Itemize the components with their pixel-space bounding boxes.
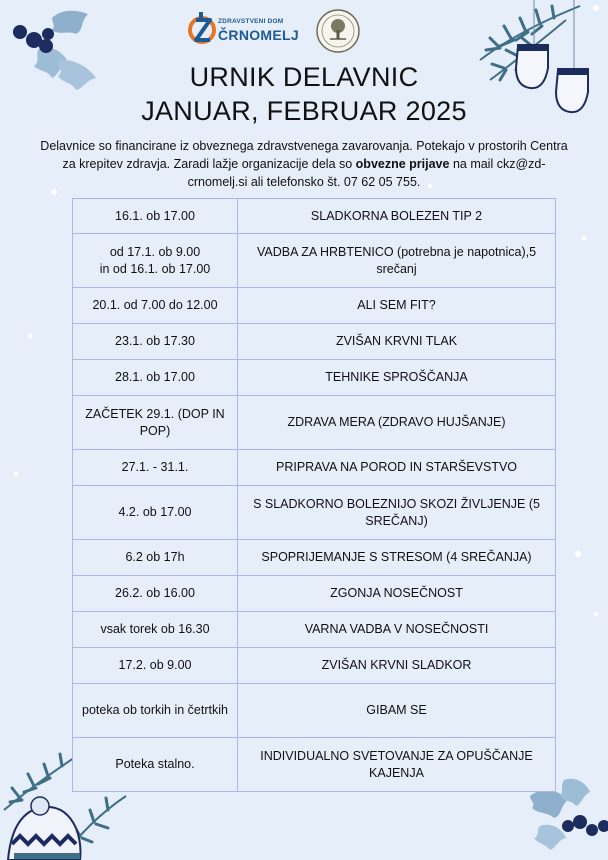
table-row bbox=[73, 450, 556, 486]
time-cell: Poteka stalno. bbox=[73, 738, 238, 792]
page-title-line-1: URNIK DELAVNIC bbox=[189, 62, 419, 92]
time-cell: 6.2 ob 17h bbox=[73, 540, 238, 576]
table-row bbox=[73, 199, 556, 234]
time-cell: 26.2. ob 16.00 bbox=[73, 576, 238, 612]
tree-seal-logo-icon bbox=[315, 8, 361, 54]
time-line-2: in od 16.1. ob 17.00 bbox=[99, 261, 211, 276]
time-line-1: od 17.1. ob 9.00 bbox=[109, 244, 201, 259]
logo-big-text: ČRNOMELJ bbox=[218, 27, 299, 43]
time-cell: 27.1. - 31.1. bbox=[73, 450, 238, 486]
workshop-cell: VADBA ZA HRBTENICO (potrebna je napotnica),5 srečanj bbox=[238, 234, 556, 288]
workshop-cell: S SLADKORNO BOLEZNIJO SKOZI ŽIVLJENJE (5 SREČANJ) bbox=[238, 486, 556, 540]
table-row bbox=[73, 324, 556, 360]
table-row bbox=[73, 648, 556, 684]
workshop-cell: INDIVIDUALNO SVETOVANJE ZA OPUŠČANJE KAJENJA bbox=[238, 738, 556, 792]
intro-text-part2: na mail ckz@zd-crnomelj.si ali telefonsko št. 07 62 05 755. bbox=[187, 157, 546, 189]
table-row bbox=[73, 684, 556, 738]
workshop-cell: VARNA VADBA V NOSEČNOSTI bbox=[238, 612, 556, 648]
workshop-cell: ALI SEM FIT? bbox=[238, 288, 556, 324]
intro-text-part1: Delavnice so financirane iz obveznega zdravstvenega zavarovanja. Potekajo v prostorih Centra za krepitev zdravja. Zaradi lažje organizacije dela so bbox=[40, 139, 568, 171]
workshop-cell: GIBAM SE bbox=[238, 684, 556, 738]
time-cell: 16.1. ob 17.00 bbox=[73, 199, 238, 234]
page-title-line-2: JANUAR, FEBRUAR 2025 bbox=[141, 96, 467, 126]
table-row bbox=[73, 396, 556, 450]
table-row bbox=[73, 234, 556, 288]
time-cell: 28.1. ob 17.00 bbox=[73, 360, 238, 396]
schedule-table bbox=[72, 198, 556, 792]
table-row bbox=[73, 738, 556, 792]
time-cell: poteka ob torkih in četrtkih bbox=[73, 684, 238, 738]
intro-bold-text: obvezne prijave bbox=[355, 157, 450, 171]
intro-paragraph bbox=[40, 137, 568, 191]
time-cell: 23.1. ob 17.30 bbox=[73, 324, 238, 360]
table-row bbox=[73, 288, 556, 324]
workshop-cell: ZVIŠAN KRVNI SLADKOR bbox=[238, 648, 556, 684]
table-row bbox=[73, 486, 556, 540]
time-cell: ZAČETEK 29.1. (DOP IN POP) bbox=[73, 396, 238, 450]
time-cell: vsak torek ob 16.30 bbox=[73, 612, 238, 648]
workshop-cell: TEHNIKE SPROŠČANJA bbox=[238, 360, 556, 396]
time-cell: 17.2. ob 9.00 bbox=[73, 648, 238, 684]
zd-crnomelj-logo bbox=[186, 10, 326, 52]
time-cell: 20.1. od 7.00 do 12.00 bbox=[73, 288, 238, 324]
table-row bbox=[73, 576, 556, 612]
header-logos bbox=[0, 8, 608, 54]
workshop-cell: ZGONJA NOSEČNOST bbox=[238, 576, 556, 612]
workshop-cell: SPOPRIJEMANJE S STRESOM (4 SREČANJA) bbox=[238, 540, 556, 576]
logo-small-text: ZDRAVSTVENI DOM bbox=[218, 18, 284, 25]
table-row bbox=[73, 612, 556, 648]
workshop-cell: ZDRAVA MERA (ZDRAVO HUJŠANJE) bbox=[238, 396, 556, 450]
workshop-cell: SLADKORNA BOLEZEN TIP 2 bbox=[238, 199, 556, 234]
time-cell bbox=[73, 234, 238, 288]
zd-logo-mark-icon bbox=[186, 12, 216, 48]
workshop-cell: PRIPRAVA NA POROD IN STARŠEVSTVO bbox=[238, 450, 556, 486]
table-row bbox=[73, 540, 556, 576]
time-cell: 4.2. ob 17.00 bbox=[73, 486, 238, 540]
workshop-cell: ZVIŠAN KRVNI TLAK bbox=[238, 324, 556, 360]
table-row bbox=[73, 360, 556, 396]
